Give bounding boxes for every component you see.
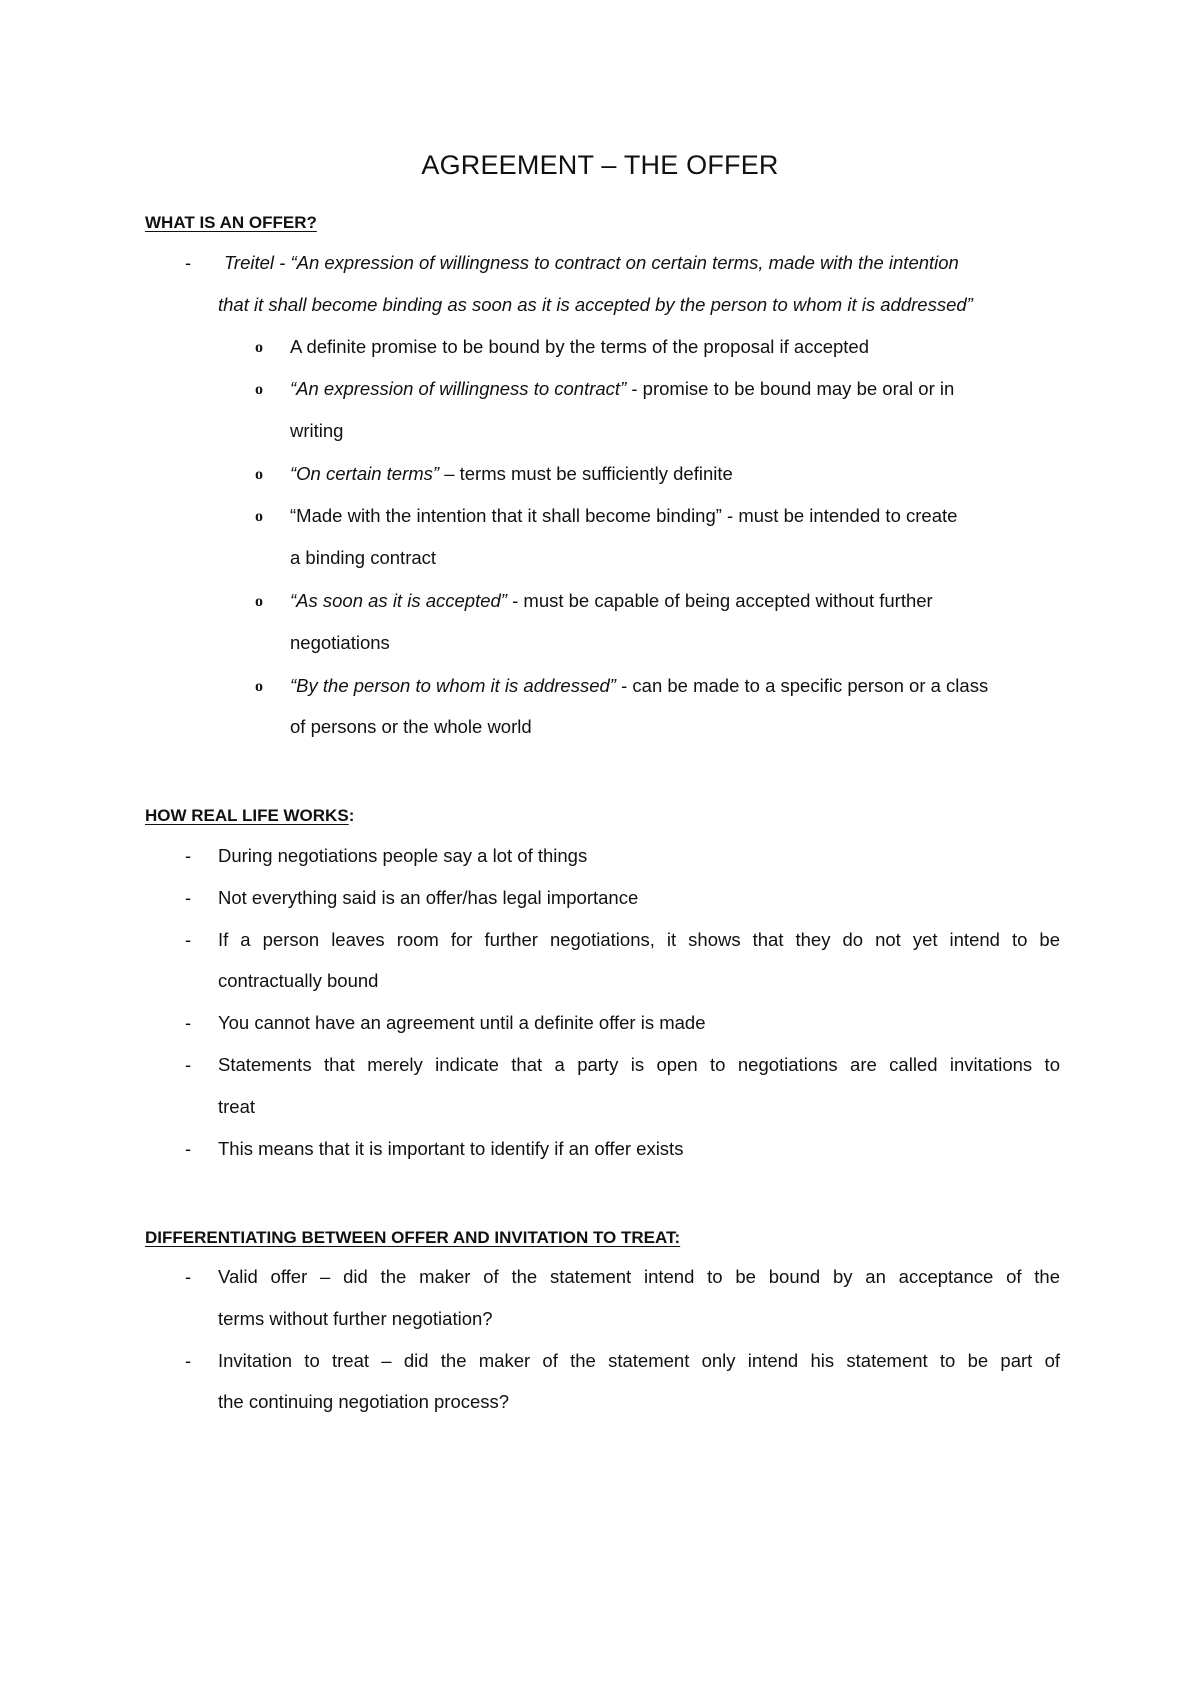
list-item: This means that it is important to identify if an offer exists — [218, 1138, 684, 1159]
list-dash: - — [185, 1054, 192, 1075]
list-dash: - — [185, 1350, 192, 1371]
list-item-continuation: the continuing negotiation process? — [218, 1391, 510, 1412]
bullet-continuation: a binding contract — [290, 547, 437, 568]
bullet-marker: o — [255, 678, 263, 695]
list-item — [290, 336, 869, 358]
list-item — [290, 463, 733, 485]
bullet-italic-text: “By the person to whom it is addressed” — [290, 675, 616, 696]
list-item: During negotiations people say a lot of things — [218, 845, 588, 866]
list-dash: - — [185, 845, 192, 866]
bullet-text: - promise to be bound may be oral or in — [626, 378, 955, 399]
bullet-italic-text: “As soon as it is accepted” — [290, 590, 507, 611]
list-item — [290, 675, 988, 697]
list-item: You cannot have an agreement until a definite offer is made — [218, 1012, 706, 1033]
bullet-marker: o — [255, 381, 263, 398]
bullet-continuation: writing — [290, 420, 344, 441]
list-dash: - — [185, 1266, 192, 1287]
list-item — [290, 505, 957, 527]
list-item: Valid offer – did the maker of the statement intend to be bound by an acceptance of the — [218, 1266, 1060, 1287]
list-item-continuation: terms without further negotiation? — [218, 1308, 493, 1329]
list-item: Invitation to treat – did the maker of the statement only intend his statement to be part of — [218, 1350, 1060, 1371]
section-heading-what-is-an-offer: WHAT IS AN OFFER? — [145, 213, 317, 232]
list-dash: - — [185, 929, 192, 950]
bullet-text: - can be made to a specific person or a class — [615, 675, 989, 696]
list-item-continuation: contractually bound — [218, 970, 379, 991]
bullet-text: “Made with the intention that it shall become binding” - must be intended to create — [290, 505, 958, 526]
list-dash: - — [185, 887, 192, 908]
treitel-quote-line-1: Treitel - “An expression of willingness to contract on certain terms, made with the intention — [224, 252, 959, 273]
heading-suffix: : — [348, 806, 355, 825]
list-item-continuation: treat — [218, 1096, 256, 1117]
list-item: Not everything said is an offer/has legal importance — [218, 887, 639, 908]
heading-text: HOW REAL LIFE WORKS — [145, 806, 349, 825]
bullet-text: A definite promise to be bound by the terms of the proposal if accepted — [290, 336, 869, 357]
bullet-marker: o — [255, 593, 263, 610]
list-item: Statements that merely indicate that a party is open to negotiations are called invitations to — [218, 1054, 1060, 1075]
bullet-text: – terms must be sufficiently definite — [439, 463, 733, 484]
section-heading-how-real-life-works — [145, 806, 354, 826]
bullet-marker: o — [255, 508, 263, 525]
bullet-marker: o — [255, 466, 263, 483]
list-item — [290, 590, 933, 612]
bullet-marker: o — [255, 339, 263, 356]
section-heading-differentiating: DIFFERENTIATING BETWEEN OFFER AND INVITATION TO TREAT: — [145, 1228, 681, 1247]
list-item — [290, 378, 954, 400]
bullet-continuation: negotiations — [290, 632, 390, 653]
list-dash: - — [185, 1138, 192, 1159]
bullet-text: - must be capable of being accepted without further — [506, 590, 933, 611]
list-item: If a person leaves room for further negotiations, it shows that they do not yet intend to be — [218, 929, 1060, 950]
bullet-italic-text: “An expression of willingness to contract” — [290, 378, 627, 399]
list-dash: - — [185, 1012, 192, 1033]
bullet-continuation: of persons or the whole world — [290, 716, 532, 737]
treitel-quote-line-2: that it shall become binding as soon as it is accepted by the person to whom it is addressed” — [218, 294, 973, 315]
list-dash: - — [185, 252, 192, 273]
page-title: AGREEMENT – THE OFFER — [421, 150, 779, 180]
bullet-italic-text: “On certain terms” — [290, 463, 440, 484]
